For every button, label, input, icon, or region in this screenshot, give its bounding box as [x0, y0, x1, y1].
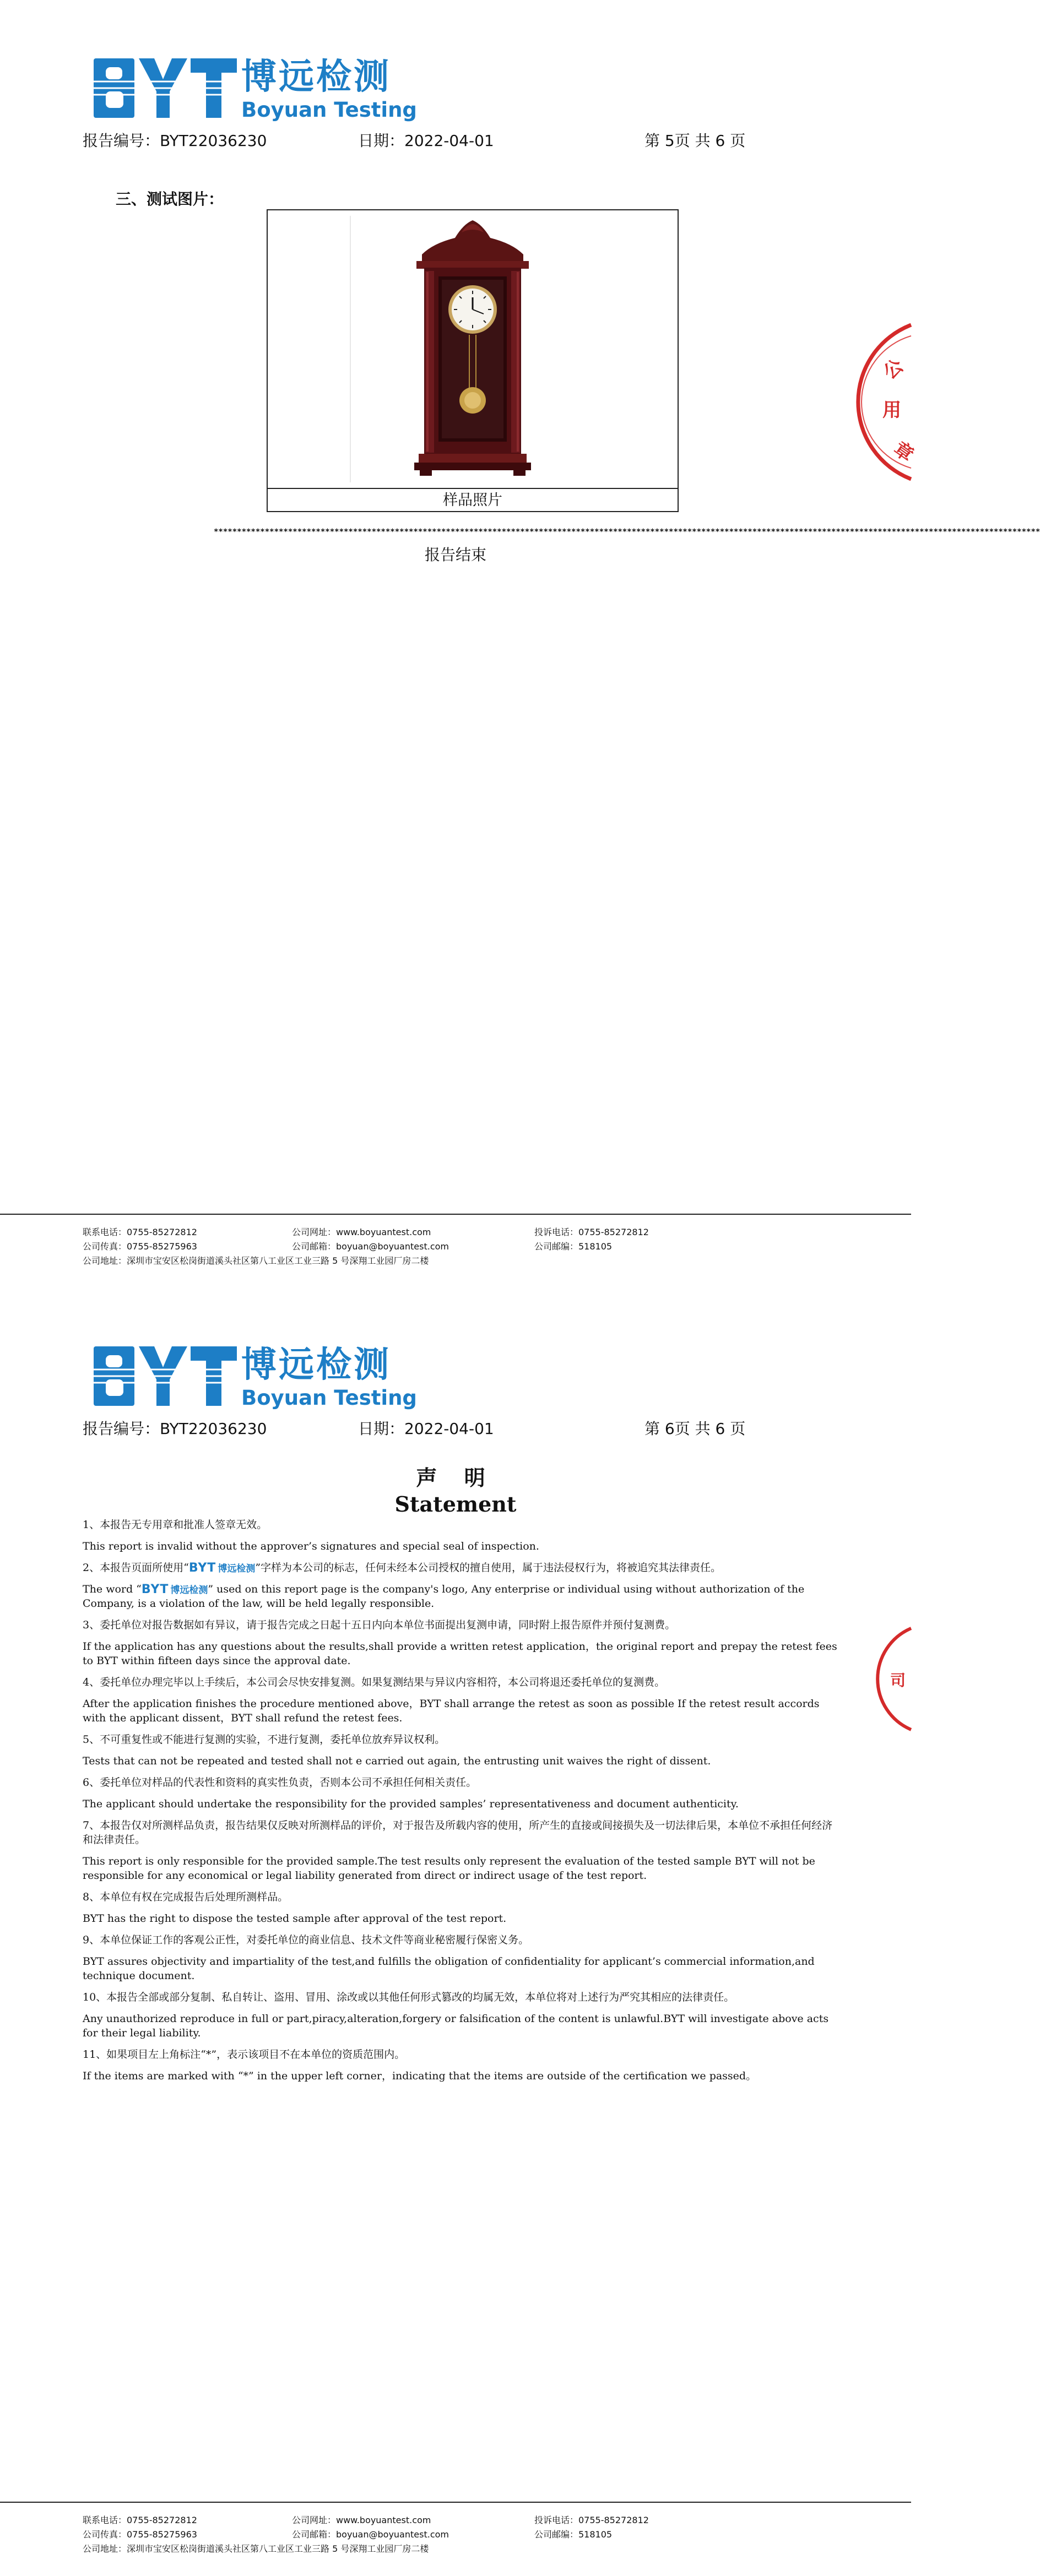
inline-byt-logo-icon: BYT 博远检测 [141, 1582, 208, 1596]
sample-photo-frame [267, 209, 679, 512]
statement-item-11-cn: 11、如果项目左上角标注“*”，表示该项目不在本单位的资质范围内。 [83, 2048, 405, 2061]
svg-text:章: 章 [889, 437, 918, 466]
footer-fax: 公司传真：0755-85275963 [83, 1241, 197, 1252]
red-seal-icon [870, 319, 918, 485]
statement-title-en: Statement [394, 1492, 517, 1517]
statement-item-1-en: This report is invalid without the approver’s signatures and special seal of inspection. [83, 1540, 539, 1552]
statement-text: 2、本报告页面所使用“ [83, 1562, 189, 1574]
statement-item-4-en: After the application finishes the procedure mentioned above，BYT shall arrange the retest as soon as possible If the retest result accords with the applicant dissent，BYT shall refund the retest fees. [83, 1698, 820, 1724]
svg-text:公: 公 [879, 355, 908, 384]
byt-logo-icon [94, 55, 237, 121]
statement-item-9-cn: 9、本单位保证工作的客观公正性，对委托单位的商业信息、技术文件等商业秘密履行保密义务。 [83, 1934, 529, 1946]
statement-item-1-cn: 1、本报告无专用章和批准人签章无效。 [83, 1519, 268, 1531]
statement-item-5-en: Tests that can not be repeated and tested shall not e carried out again, the entrusting unit waives the right of dissent. [83, 1755, 711, 1767]
statement-item-10-cn: 10、本报告全部或部分复制、私自转让、盗用、冒用、涂改或以其他任何形式篡改的均属无效，本单位将对上述行为严究其相应的法律责任。 [83, 1991, 735, 2003]
section-title: 三、测试图片： [116, 190, 224, 208]
sample-photo [268, 210, 678, 488]
statement-item-4-cn: 4、委托单位办理完毕以上手续后，本公司会尽快安排复测。如果复测结果与异议内容相符，本公司将退还委托单位的复测费。 [83, 1676, 665, 1688]
statement-text: The word “ [83, 1583, 142, 1595]
svg-text:用: 用 [882, 399, 901, 421]
brand-name-cn: 博远检测 [241, 1345, 391, 1385]
statement-text: ”字样为本公司的标志，任何未经本公司授权的擅自使用，属于违法侵权行为，将被追究其法律责任。 [255, 1562, 722, 1574]
statement-item-6-en: The applicant should undertake the responsibility for the provided samples’ representativeness and document authenticity. [83, 1798, 739, 1810]
footer-complaint: 投诉电话：0755-85272812 [534, 1227, 649, 1237]
footer-fax: 公司传真：0755-85275963 [83, 2529, 197, 2540]
statement-item-8-en: BYT has the right to dispose the tested sample after approval of the test report. [83, 1912, 507, 1925]
footer-phone: 联系电话：0755-85272812 [83, 2515, 197, 2525]
statement-item-2-en [83, 1582, 837, 1611]
statement-item-7-en: This report is only responsible for the provided sample.The test results only represent the evaluation of the tested sample BYT will not be responsible for any economical or legal liability generated from direct or indirect usage of the test report. [83, 1855, 815, 1882]
statement-title-cn: 声 明 [416, 1465, 495, 1490]
footer-address: 公司地址：深圳市宝安区松岗街道溪头社区第八工业区工业三路 5 号深翔工业园厂房二楼 [83, 2544, 429, 2554]
company-logo [94, 55, 417, 122]
separator-stars: ********************************************************************************************************************************************************************************** [214, 528, 1040, 536]
footer-divider [0, 2502, 911, 2503]
statement-item-11-en: If the items are marked with “*” in the upper left corner，indicating that the items are outside of the certification we passed。 [83, 2070, 757, 2082]
statement-item-9-en: BYT assures objectivity and impartiality of the test,and fulfills the obligation of confidentiality for applicant’s commercial information,and technique document. [83, 1955, 815, 1982]
statement-item-2-cn [83, 1561, 837, 1575]
brand-name-en: Boyuan Testing [241, 98, 417, 122]
official-seal-stamp [870, 319, 918, 487]
report-date: 日期：2022-04-01 [358, 1420, 494, 1438]
inline-byt-logo-icon: BYT 博远检测 [188, 1561, 256, 1575]
brand-name-cn: 博远检测 [241, 57, 391, 97]
official-seal-stamp [881, 1624, 911, 1736]
page-indicator: 第 6页 共 6 页 [644, 1420, 746, 1438]
statement-item-5-cn: 5、不可重复性或不能进行复测的实验，不进行复测，委托单位放弃异议权利。 [83, 1733, 446, 1746]
report-header [83, 130, 744, 152]
footer-website: 公司网址：www.boyuantest.com [292, 2515, 431, 2525]
footer-postcode: 公司邮编：518105 [534, 2529, 613, 2540]
statement-item-8-cn: 8、本单位有权在完成报告后处理所测样品。 [83, 1891, 289, 1903]
statement-text: ” used on this report page is the company's logo, Any enterprise or individual using without authorization of the Company, is a violation of the law, will be held legally responsible. [83, 1583, 805, 1610]
svg-text:司: 司 [890, 1671, 906, 1689]
report-number: 报告编号：BYT22036230 [83, 1420, 267, 1438]
footer-email: 公司邮箱：boyuan@boyuantest.com [292, 2529, 449, 2540]
footer-website: 公司网址：www.boyuantest.com [292, 1227, 431, 1237]
page-indicator: 第 5页 共 6 页 [644, 132, 746, 150]
report-date: 日期：2022-04-01 [358, 132, 494, 150]
report-end-label: 报告结束 [424, 546, 486, 564]
pendulum-clock-image [268, 210, 678, 488]
footer-email: 公司邮箱：boyuan@boyuantest.com [292, 1241, 449, 1252]
statement-item-7-cn: 7、本报告仅对所测样品负责，报告结果仅反映对所测样品的评价，对于报告及所载内容的使用，所产生的直接或间接损失及一切法律后果，本单位不承担任何经济和法律责任。 [83, 1819, 833, 1846]
red-seal-icon [881, 1624, 911, 1734]
footer-address: 公司地址：深圳市宝安区松岗街道溪头社区第八工业区工业三路 5 号深翔工业园厂房二楼 [83, 1256, 429, 1266]
report-header [83, 1418, 744, 1440]
byt-logo-icon [94, 1343, 237, 1409]
company-logo [94, 1343, 417, 1410]
statement-body [83, 1518, 837, 2090]
photo-caption: 样品照片 [268, 488, 678, 512]
brand-name-en: Boyuan Testing [241, 1386, 417, 1410]
statement-item-3-en: If the application has any questions about the results,shall provide a written retest application，the original report and prepay the retest fees to BYT within fifteen days since the approval date. [83, 1640, 837, 1667]
footer-phone: 联系电话：0755-85272812 [83, 1227, 197, 1237]
report-number: 报告编号：BYT22036230 [83, 132, 267, 150]
statement-item-6-cn: 6、委托单位对样品的代表性和资料的真实性负责，否则本公司不承担任何相关责任。 [83, 1776, 477, 1789]
footer-postcode: 公司邮编：518105 [534, 1241, 613, 1252]
statement-item-3-cn: 3、委托单位对报告数据如有异议，请于报告完成之日起十五日内向本单位书面提出复测申请，同时附上报告原件并预付复测费。 [83, 1619, 676, 1631]
footer-divider [0, 1214, 911, 1215]
statement-item-10-en: Any unauthorized reproduce in full or part,piracy,alteration,forgery or falsification of the content is unlawful.BYT will investigate above acts for their legal liability. [83, 2013, 829, 2039]
footer-complaint: 投诉电话：0755-85272812 [534, 2515, 649, 2525]
